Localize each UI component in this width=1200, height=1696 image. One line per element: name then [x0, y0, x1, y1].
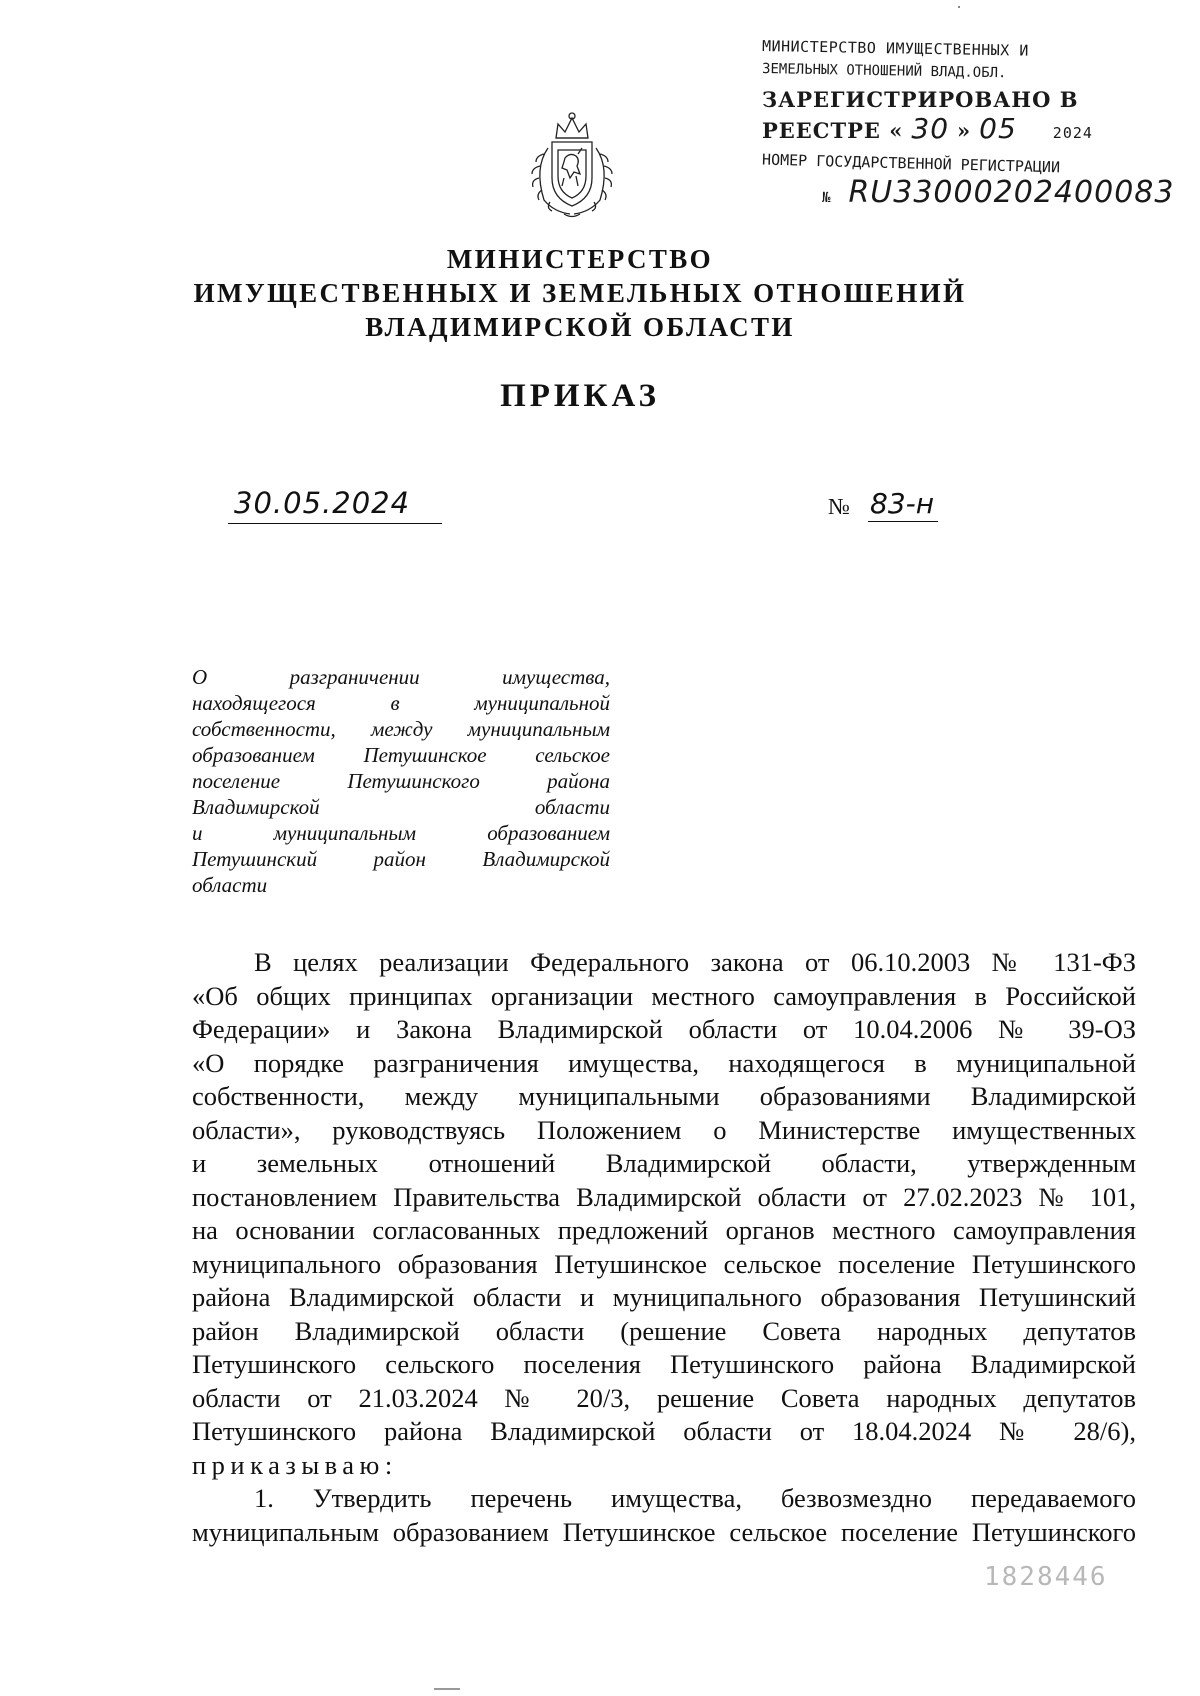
subject-line: Петушинский район Владимирской	[192, 847, 610, 871]
subject-line: поселение Петушинского района	[192, 769, 610, 793]
stamp-line-registry-date	[762, 112, 1102, 145]
body-line-item-1: 1. Утвердить перечень имущества, безвозмездно передаваемого	[254, 1483, 1136, 1513]
stamp-reg-number-handwritten: RU33000202400083	[848, 175, 1175, 210]
order-subject	[192, 664, 610, 898]
body-line: на основании согласованных предложений органов местного самоуправления	[192, 1215, 1136, 1245]
order-number-handwritten: 83-н	[870, 487, 935, 520]
body-line: постановлением Правительства Владимирской области от 27.02.2023 № 101,	[192, 1181, 1136, 1212]
body-line: области от 21.03.2024 № 20/3, решение Совета народных депутатов	[192, 1382, 1136, 1413]
subject-line: Владимирской области	[192, 795, 610, 819]
stamp-line-registered: ЗАРЕГИСТРИРОВАНО В	[762, 87, 1079, 112]
stamp-line-relations: ЗЕМЕЛЬНЫХ ОТНОШЕНИЙ ВЛАД.ОБЛ.	[761, 61, 1007, 82]
stamp-line-state-reg-number: НОМЕР ГОСУДАРСТВЕННОЙ РЕГИСТРАЦИИ	[761, 150, 1061, 177]
order-number-sign: №	[828, 494, 850, 519]
body-line: Петушинского сельского поселения Петушинского района Владимирской	[192, 1349, 1136, 1379]
order-number-field	[828, 488, 938, 524]
order-date-field	[228, 488, 442, 524]
body-line: В целях реализации Федерального закона от 06.10.2003 № 131-ФЗ	[254, 947, 1136, 977]
order-body	[192, 946, 1136, 1549]
subject-line: О разграничении имущества,	[192, 665, 610, 689]
subject-line: области	[192, 873, 268, 897]
body-line: район Владимирской области (решение Совета народных депутатов	[192, 1315, 1136, 1346]
ministry-name-line-3: ВЛАДИМИРСКОЙ ОБЛАСТИ	[365, 312, 795, 342]
body-line: Петушинского района Владимирской области от 18.04.2024 № 28/6),	[192, 1416, 1136, 1446]
body-line: «Об общих принципах организации местного самоуправления в Российской	[192, 980, 1136, 1011]
stamp-line-ministry: МИНИСТЕРСТВО ИМУЩЕСТВЕННЫХ И	[761, 37, 1030, 60]
order-date-handwritten: 30.05.2024	[234, 486, 411, 520]
stamp-line-reg-number	[822, 175, 1175, 210]
body-line: области», руководствуясь Положением о Министерстве имущественных	[192, 1114, 1136, 1145]
body-line: района Владимирской области и муниципального образования Петушинский	[192, 1282, 1136, 1312]
order-date-underline	[228, 523, 442, 524]
registration-stamp	[761, 37, 1175, 210]
subject-line: собственности, между муниципальным	[192, 717, 610, 741]
body-line: и земельных отношений Владимирской области, утвержденным	[192, 1148, 1136, 1178]
document-type-title: ПРИКАЗ	[500, 378, 660, 414]
body-line-decree: приказываю:	[192, 1449, 398, 1480]
body-line: «О порядке разграничения имущества, находящегося в муниципальной	[192, 1047, 1136, 1078]
coat-of-arms-icon	[520, 108, 624, 220]
scan-dash	[434, 1688, 460, 1690]
subject-line: находящегося в муниципальной	[192, 691, 610, 715]
order-number-underline	[868, 521, 938, 522]
stamp-number-sign: №	[822, 190, 831, 206]
stamp-registry-day: 30	[911, 112, 950, 145]
subject-line: образованием Петушинское сельское	[192, 743, 610, 767]
stamp-registry-quote: »	[957, 118, 972, 143]
body-line: муниципальным образованием Петушинское сельское поселение Петушинского	[192, 1516, 1136, 1547]
stamp-registry-prefix: РЕЕСТРЕ «	[762, 118, 904, 143]
subject-line: и муниципальным образованием	[192, 821, 610, 845]
body-line: муниципального образования Петушинское сельское поселение Петушинского	[192, 1248, 1136, 1279]
ministry-name-line-1: МИНИСТЕРСТВО	[446, 244, 714, 274]
body-line: собственности, между муниципальными образованиями Владимирской	[192, 1081, 1136, 1111]
stamp-registry-year: 2024	[1052, 124, 1093, 142]
body-line: Федерации» и Закона Владимирской области от 10.04.2006 № 39-ОЗ	[192, 1014, 1136, 1044]
scan-speck	[958, 6, 960, 8]
ministry-name-line-2: ИМУЩЕСТВЕННЫХ И ЗЕМЕЛЬНЫХ ОТНОШЕНИЙ	[193, 278, 967, 308]
stamp-registry-month: 05	[979, 112, 1017, 145]
scan-footer-mark: 1828446	[984, 1562, 1108, 1592]
